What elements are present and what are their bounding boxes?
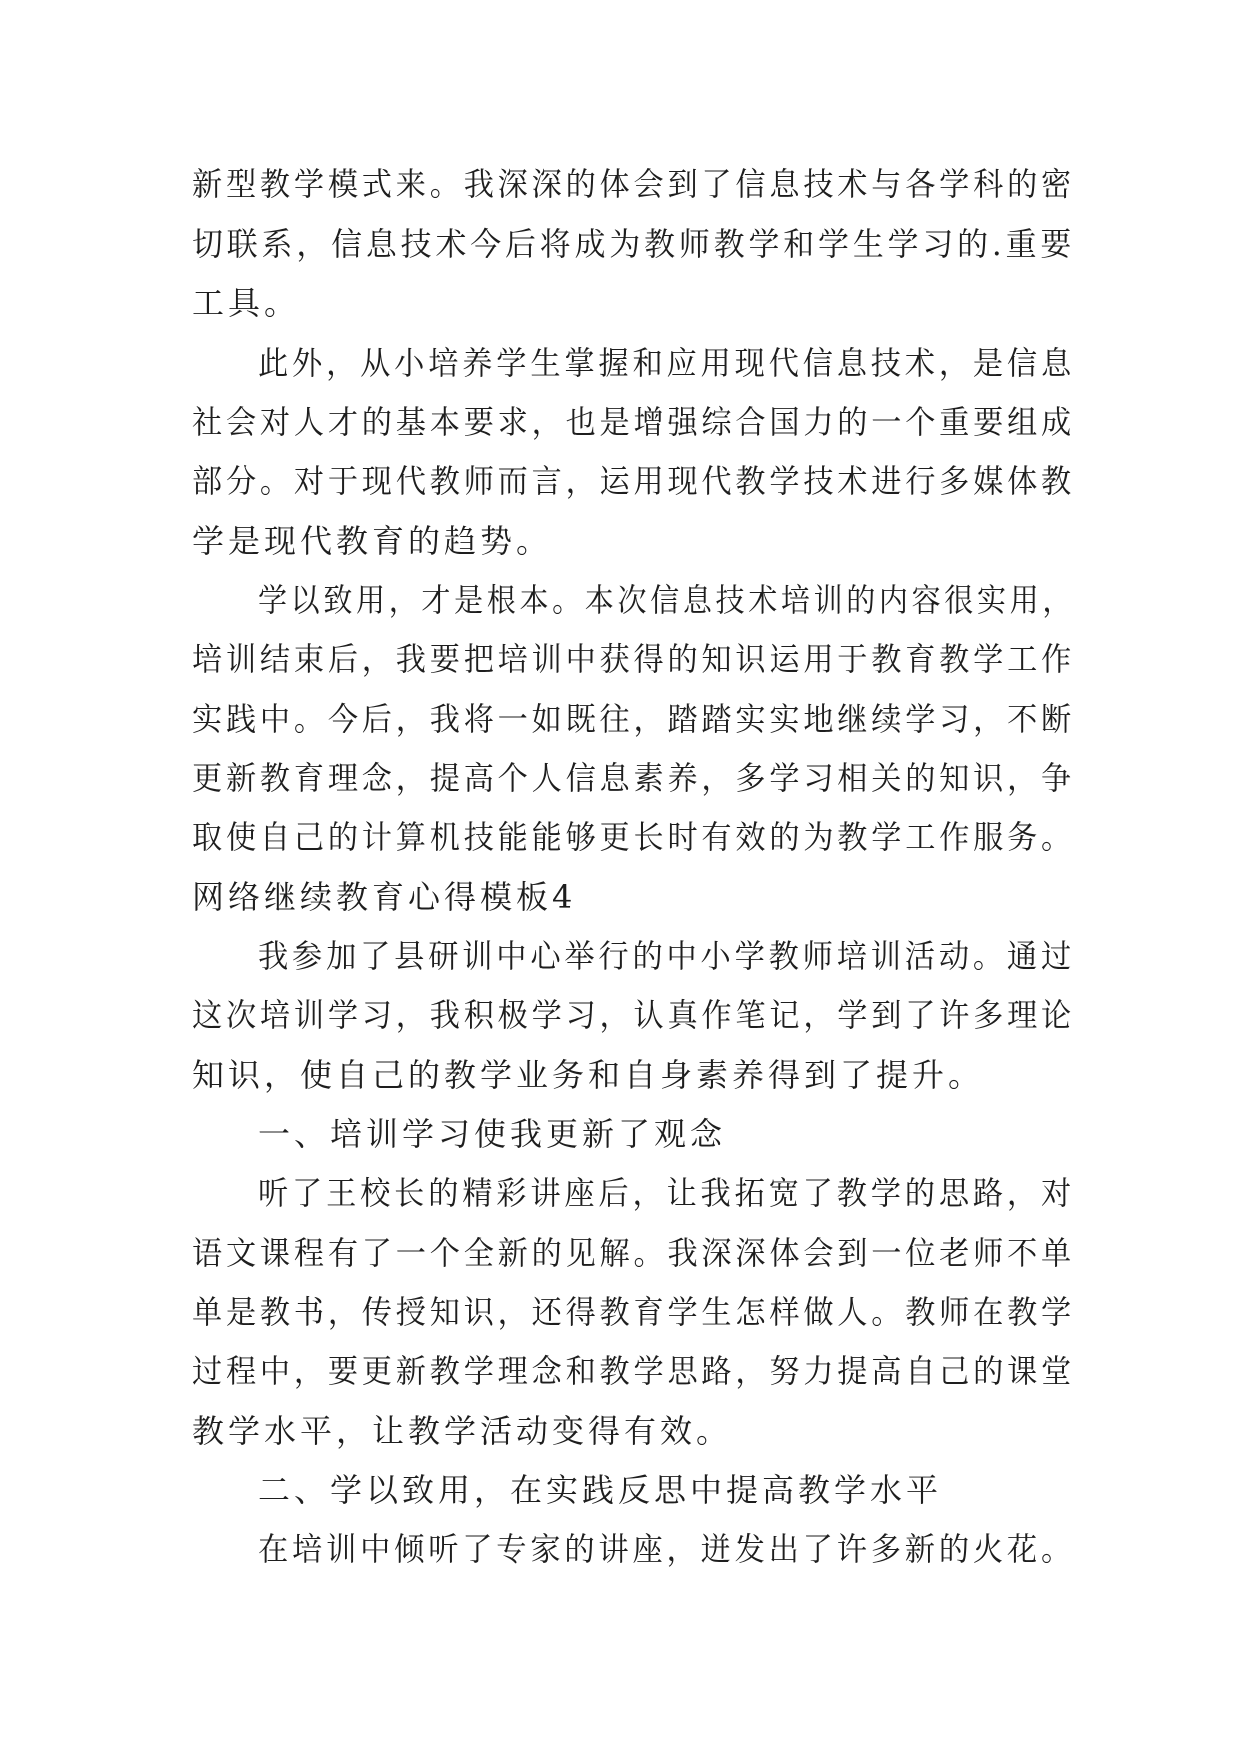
- text-line: 教学水平，让教学活动变得有效。: [192, 1412, 733, 1450]
- text-line: 新型教学模式来。我深深的体会到了信息技术与各学科的密: [192, 165, 1076, 203]
- text-line: 工具。: [192, 284, 301, 322]
- text-line: 社会对人才的基本要求，也是增强综合国力的一个重要组成: [192, 403, 1076, 441]
- text-line: 单是教书，传授知识，还得教育学生怎样做人。教师在教学: [192, 1293, 1076, 1331]
- text-line: 知识，使自己的教学业务和自身素养得到了提升。: [192, 1056, 985, 1094]
- subheading-line: 一、培训学习使我更新了观念: [258, 1115, 727, 1153]
- paragraph-start-line: 学以致用，才是根本。本次信息技术培训的内容很实用，: [258, 581, 1076, 619]
- text-line: 语文课程有了一个全新的见解。我深深体会到一位老师不单: [192, 1234, 1076, 1272]
- paragraph-start-line: 此外，从小培养学生掌握和应用现代信息技术，是信息: [258, 344, 1076, 382]
- text-line: 切联系，信息技术今后将成为教师教学和学生学习的.重要: [192, 225, 1076, 263]
- text-line: 这次培训学习，我积极学习，认真作笔记，学到了许多理论: [192, 996, 1076, 1034]
- text-line: 更新教育理念，提高个人信息素养，多学习相关的知识，争: [192, 759, 1076, 797]
- text-line: 部分。对于现代教师而言，运用现代教学技术进行多媒体教: [192, 462, 1076, 500]
- text-line: 实践中。今后，我将一如既往，踏踏实实地继续学习，不断: [192, 700, 1076, 738]
- text-line: 培训结束后，我要把培训中获得的知识运用于教育教学工作: [192, 640, 1076, 678]
- text-line: 取使自己的计算机技能能够更长时有效的为教学工作服务。: [192, 818, 1076, 856]
- text-line: 过程中，要更新教学理念和教学思路，努力提高自己的课堂: [192, 1352, 1076, 1390]
- paragraph-start-line: 听了王校长的精彩讲座后，让我拓宽了教学的思路，对: [258, 1174, 1076, 1212]
- section-heading: 网络继续教育心得模板4: [192, 878, 577, 916]
- subheading-line: 二、学以致用，在实践反思中提高教学水平: [258, 1471, 943, 1509]
- text-line: 学是现代教育的趋势。: [192, 522, 553, 560]
- paragraph-start-line: 在培训中倾听了专家的讲座，迸发出了许多新的火花。: [258, 1530, 1076, 1568]
- paragraph-start-line: 我参加了县研训中心举行的中小学教师培训活动。通过: [258, 937, 1076, 975]
